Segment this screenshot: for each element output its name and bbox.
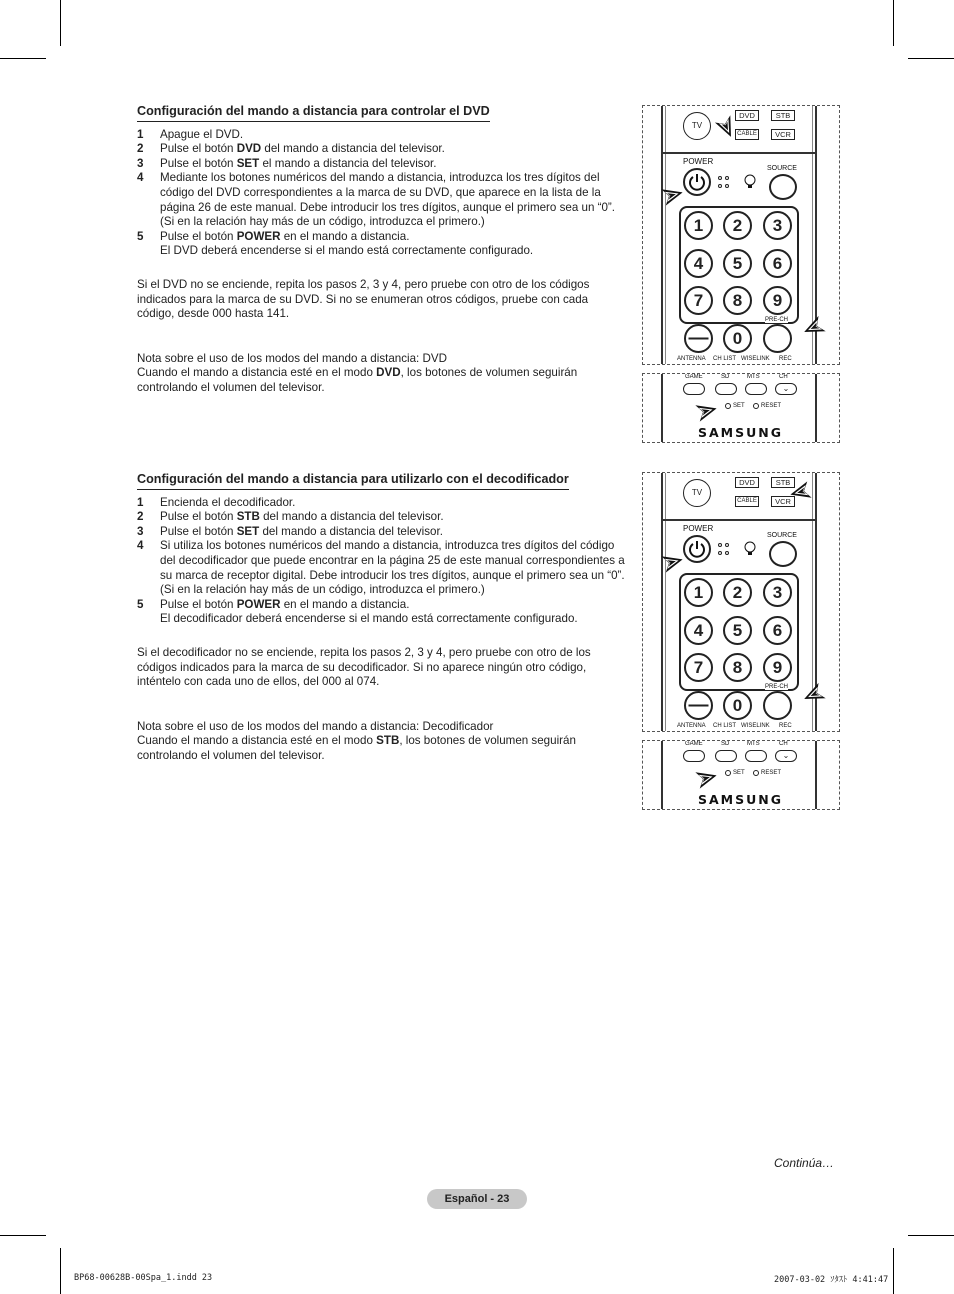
step-number: 5 — [137, 597, 144, 611]
number-key-3: 3 — [763, 211, 792, 240]
step-line: (Si en la relación hay más de un código, introduzca el primero.) — [160, 583, 485, 597]
chlist-label: CH LIST — [713, 723, 737, 729]
step-item — [137, 525, 631, 540]
indicator-dot — [725, 543, 729, 547]
prech-button — [763, 691, 792, 720]
step-line: Pulse el botón POWER en el mando a distancia. — [160, 597, 410, 611]
game-label: GAME — [685, 741, 703, 747]
set-indicator — [725, 403, 731, 409]
crop-mark — [893, 1248, 894, 1294]
dvd-mode-button: DVD — [735, 477, 759, 488]
note-line: controlando el volumen del televisor. — [137, 748, 325, 762]
stb-mode-button: STB — [771, 477, 795, 488]
note-line: Cuando el mando a distancia esté en el modo DVD, los botones de volumen seguirán — [137, 366, 578, 380]
crop-mark — [0, 58, 46, 59]
reset-label: RESET — [761, 403, 782, 409]
cable-mode-button: CABLE — [735, 129, 759, 140]
step-item — [137, 598, 631, 627]
step-number: 5 — [137, 229, 144, 243]
note-line: controlando el volumen del televisor. — [137, 380, 325, 394]
ch-label: CH — [779, 741, 788, 747]
samsung-logo: SAMSUNG — [698, 792, 783, 807]
vcr-mode-button: VCR — [771, 129, 795, 140]
game-button — [683, 750, 705, 762]
game-button — [683, 383, 705, 395]
continues-label: Continúa… — [774, 1156, 835, 1170]
step-line: Pulse el botón SET del mando a distancia del televisor. — [160, 524, 443, 538]
para-line: Si el DVD no se enciende, repita los pasos 2, 3 y 4, pero pruebe con otro de los códigos — [137, 277, 590, 291]
cable-mode-button: CABLE — [735, 496, 759, 507]
sd-label: SD — [721, 741, 730, 747]
sd-label: SD — [721, 374, 730, 380]
number-key-4: 4 — [684, 249, 713, 278]
step-line: su marca de receptor digital. Debe introducir los tres dígitos, aunque el primero sea un “0”. — [160, 568, 625, 582]
power-button-icon — [683, 535, 711, 563]
prech-button — [763, 324, 792, 353]
para-line: indicados para la marca de su DVD. Si no se enumeran otros códigos, pruebe con cada — [137, 292, 589, 306]
number-key-2: 2 — [723, 211, 752, 240]
dvd-mode-button: DVD — [735, 110, 759, 121]
number-key-8: 8 — [723, 653, 752, 682]
step-number: 4 — [137, 539, 144, 553]
dash-key: — — [684, 691, 713, 720]
mts-button — [745, 383, 767, 395]
step-item — [137, 539, 631, 597]
stb-mode-button: STB — [771, 110, 795, 121]
step-line: Pulse el botón SET el mando a distancia del televisor. — [160, 156, 437, 170]
step-text — [160, 598, 578, 627]
prech-label: PRE-CH — [765, 684, 789, 690]
crop-mark — [60, 1248, 61, 1294]
step-text — [160, 128, 243, 143]
step-number: 4 — [137, 171, 144, 185]
number-key-5: 5 — [723, 616, 752, 645]
game-label: GAME — [685, 374, 703, 380]
crop-mark — [60, 0, 61, 46]
remote-illustration-top — [642, 105, 840, 365]
step-line: Apague el DVD. — [160, 127, 244, 141]
mode-note — [137, 352, 631, 396]
channel-down-icon: ⌄ — [775, 750, 797, 762]
step-text — [160, 171, 615, 229]
number-key-6: 6 — [763, 249, 792, 278]
mode-note — [137, 720, 631, 764]
crop-mark — [0, 1235, 46, 1236]
number-key-4: 4 — [684, 616, 713, 645]
number-key-7: 7 — [684, 653, 713, 682]
step-line: Pulse el botón POWER en el mando a distancia. — [160, 229, 410, 243]
set-label: SET — [733, 770, 745, 776]
step-number: 3 — [137, 524, 144, 538]
para-line: códigos indicados para la marca de su decodificador. Si no aparece ningún otro código, — [137, 660, 587, 674]
step-line: Si utiliza los botones numéricos del mando a distancia, introduzca tres dígitos del código — [160, 539, 615, 553]
troubleshoot-paragraph — [137, 278, 631, 322]
step-line: Pulse el botón DVD del mando a distancia del televisor. — [160, 142, 445, 156]
step-item — [137, 171, 631, 229]
footer-timestamp: 2007-03-02 ｿﾀｽﾄ 4:41:47 — [774, 1275, 889, 1285]
crop-mark — [893, 0, 894, 46]
prech-label: PRE-CH — [765, 317, 789, 323]
step-number: 1 — [137, 495, 144, 509]
number-key-2: 2 — [723, 578, 752, 607]
reset-label: RESET — [761, 770, 782, 776]
para-line: inténtelo con cada uno de ellos, del 000 al 074. — [137, 675, 380, 689]
step-text — [160, 525, 443, 540]
step-item — [137, 496, 631, 511]
step-line: (Si en la relación hay más de un código, introduzca el primero.) — [160, 215, 485, 229]
step-text — [160, 157, 437, 172]
step-item — [137, 230, 631, 259]
power-button-icon — [683, 168, 711, 196]
tv-mode-button: TV — [683, 479, 711, 507]
source-label: SOURCE — [767, 165, 797, 172]
section-dvd-setup — [137, 104, 631, 396]
remote-illustration-bottom — [642, 373, 840, 443]
wiselink-label: WISELINK — [741, 356, 770, 362]
step-item — [137, 510, 631, 525]
indicator-dot — [725, 176, 729, 180]
para-line: código, desde 000 hasta 141. — [137, 307, 290, 321]
remote-divider — [663, 152, 815, 154]
rec-label: REC — [779, 723, 792, 729]
remote-divider — [663, 519, 815, 521]
mts-button — [745, 750, 767, 762]
number-key-1: 1 — [684, 211, 713, 240]
source-button — [769, 541, 797, 567]
number-key-8: 8 — [723, 286, 752, 315]
chlist-label: CH LIST — [713, 356, 737, 362]
tv-mode-button: TV — [683, 112, 711, 140]
set-label: SET — [733, 403, 745, 409]
step-text — [160, 539, 625, 597]
troubleshoot-paragraph — [137, 646, 631, 690]
step-item — [137, 157, 631, 172]
wiselink-label: WISELINK — [741, 723, 770, 729]
number-key-1: 1 — [684, 578, 713, 607]
step-item — [137, 128, 631, 143]
number-key-7: 7 — [684, 286, 713, 315]
footer-file-info: BP68-00628B-00Spa_1.indd 23 — [74, 1273, 213, 1283]
sd-button — [715, 383, 737, 395]
para-line: Si el decodificador no se enciende, repita los pasos 2, 3 y 4, pero pruebe con otro de los — [137, 645, 591, 659]
note-title: Nota sobre el uso de los modos del mando a distancia: DVD — [137, 351, 447, 365]
indicator-dot — [725, 551, 729, 555]
indicator-dot — [718, 551, 722, 555]
page-number-badge: Español - 23 — [427, 1189, 527, 1209]
light-icon — [743, 174, 757, 195]
number-key-6: 6 — [763, 616, 792, 645]
mts-label: MTS — [747, 374, 760, 380]
reset-indicator — [753, 403, 759, 409]
section-stb-setup — [137, 472, 631, 764]
dash-key: — — [684, 324, 713, 353]
source-button — [769, 174, 797, 200]
section-title: Configuración del mando a distancia para controlar el DVD — [137, 104, 490, 122]
step-number: 1 — [137, 127, 144, 141]
antenna-label: ANTENNA — [677, 723, 706, 729]
number-key-5: 5 — [723, 249, 752, 278]
step-text — [160, 230, 533, 259]
step-item — [137, 142, 631, 157]
step-number: 3 — [137, 156, 144, 170]
step-line: El DVD deberá encenderse si el mando está correctamente configurado. — [160, 244, 534, 258]
ch-label: CH — [779, 374, 788, 380]
step-line: Pulse el botón STB del mando a distancia del televisor. — [160, 510, 444, 524]
step-text — [160, 510, 444, 525]
step-line: El decodificador deberá encenderse si el mando está correctamente configurado. — [160, 612, 578, 626]
rec-label: REC — [779, 356, 792, 362]
step-line: Encienda el decodificador. — [160, 495, 296, 509]
indicator-dot — [718, 543, 722, 547]
note-line: Cuando el mando a distancia esté en el modo STB, los botones de volumen seguirán — [137, 734, 576, 748]
indicator-dot — [725, 184, 729, 188]
section-title: Configuración del mando a distancia para utilizarlo con el decodificador — [137, 472, 569, 490]
indicator-dot — [718, 176, 722, 180]
sd-button — [715, 750, 737, 762]
samsung-logo: SAMSUNG — [698, 425, 783, 440]
mts-label: MTS — [747, 741, 760, 747]
remote-illustration-top — [642, 472, 840, 732]
channel-down-icon: ⌄ — [775, 383, 797, 395]
power-label: POWER — [683, 524, 714, 533]
step-text — [160, 496, 295, 511]
crop-mark — [908, 58, 954, 59]
source-label: SOURCE — [767, 532, 797, 539]
step-number: 2 — [137, 142, 144, 156]
step-text — [160, 142, 445, 157]
light-icon — [743, 541, 757, 562]
reset-indicator — [753, 770, 759, 776]
step-number: 2 — [137, 510, 144, 524]
crop-mark — [908, 1235, 954, 1236]
number-key-3: 3 — [763, 578, 792, 607]
vcr-mode-button: VCR — [771, 496, 795, 507]
note-title: Nota sobre el uso de los modos del mando a distancia: Decodificador — [137, 719, 494, 733]
steps-list — [137, 496, 631, 627]
steps-list — [137, 128, 631, 259]
number-key-0: 0 — [723, 691, 752, 720]
number-key-0: 0 — [723, 324, 752, 353]
step-line: Mediante los botones numéricos del mando a distancia, introduzca los tres dígitos del — [160, 171, 600, 185]
step-line: página 26 de este manual. Debe introducir los tres dígitos, aunque el primero sea un “0”. — [160, 200, 615, 214]
step-line: del decodificador que puede encontrar en la página 25 de este manual correspondientes a — [160, 553, 625, 567]
remote-illustration-bottom — [642, 740, 840, 810]
power-label: POWER — [683, 157, 714, 166]
indicator-dot — [718, 184, 722, 188]
number-key-9: 9 — [763, 286, 792, 315]
step-line: código del DVD correspondientes a la marca de su DVD, que aparece en la lista de la — [160, 185, 601, 199]
set-indicator — [725, 770, 731, 776]
number-key-9: 9 — [763, 653, 792, 682]
antenna-label: ANTENNA — [677, 356, 706, 362]
